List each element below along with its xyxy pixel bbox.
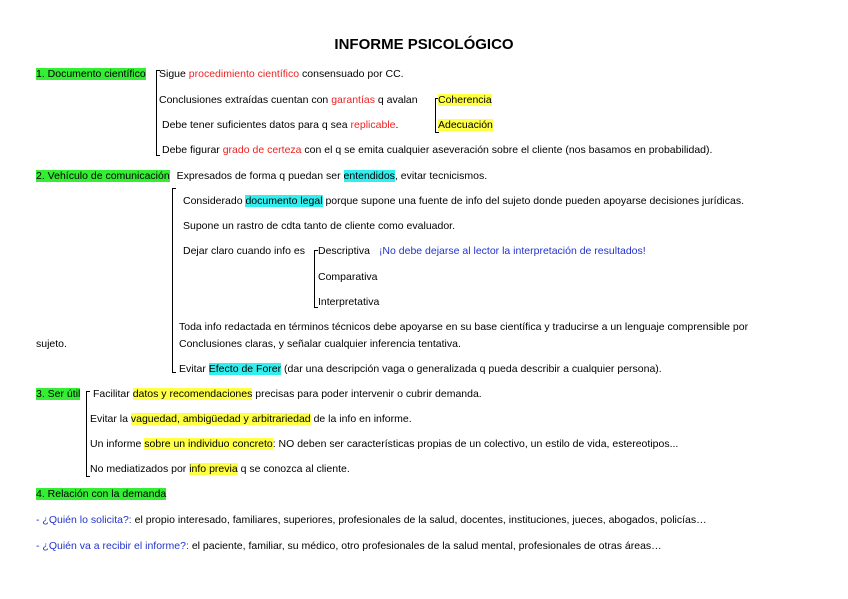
red-term-garantias: garantías [331, 94, 375, 106]
adecuacion-label: Adecuación [438, 119, 493, 131]
info-type-brace [314, 250, 315, 308]
section-3-heading: 3. Ser útil [36, 388, 81, 400]
section-4-line-1 [36, 488, 166, 501]
comparativa-line: Comparativa [318, 271, 378, 283]
section-1-text-3: Debe tener suficientes datos para q sea replicable. [162, 119, 399, 131]
red-term-replicable: replicable [350, 119, 396, 131]
cyan-term-documento-legal: documento legal [245, 195, 323, 207]
section-2-text-2: Considerado documento legal porque supone una fuente de info del sujeto donde pueden apoyarse decisiones jurídicas. [183, 195, 745, 207]
yellow-term-individuo: sobre un individuo concreto [144, 438, 273, 450]
section-4-heading: 4. Relación con la demanda [36, 488, 167, 500]
section-4-q2: - ¿Quién va a recibir el informe?: el paciente, familiar, su médico, otro profesionales de la salud mental, profesionales de otras áreas… [36, 540, 662, 552]
section-4-q1: - ¿Quién lo solicita?: el propio interesado, familiares, superiores, profesionales de la salud, docentes, instituciones, jueces, abogados, policías… [36, 514, 707, 526]
coherencia-label: Coherencia [438, 94, 492, 106]
red-term-procedimiento: procedimiento científico [188, 68, 300, 80]
section-1-text-1: Sigue procedimiento científico consensuado por CC. [159, 68, 404, 80]
section-2-line-1: 2. Vehículo de comunicación Expresados de forma q puedan ser entendidos, evitar tecnicismos. [36, 170, 488, 182]
section-2-text-5: Toda info redactada en términos técnicos debe apoyarse en su base científica y traducirse a un lenguaje comprensible por [179, 321, 749, 333]
coherencia-brace [435, 98, 436, 133]
page-title: INFORME PSICOLÓGICO [334, 36, 514, 53]
section-1-text-4: Debe figurar grado de certeza con el q se emita cualquier aseveración sobre el cliente (nos basamos en probabilidad). [162, 144, 713, 156]
section-1-text-2: Conclusiones extraídas cuentan con garantías q avalan [159, 94, 418, 106]
section-2-text-4: Dejar claro cuando info es [183, 245, 305, 257]
section-1-brace [156, 70, 157, 156]
section-3-text-1: Facilitar datos y recomendaciones precisas para poder intervenir o cubrir demanda. [93, 388, 482, 400]
cyan-term-forer: Efecto de Forer [208, 363, 282, 375]
blue-note: ¡No debe dejarse al lector la interpretación de resultados! [378, 245, 646, 257]
descriptiva-line: Descriptiva ¡No debe dejarse al lector la interpretación de resultados! [318, 245, 646, 257]
section-2-text-7: Evitar Efecto de Forer (dar una descripción vaga o generalizada q pueda describir a cualquier persona). [179, 363, 662, 375]
yellow-term-vaguedad: vaguedad, ambigüedad y arbitrariedad [130, 413, 311, 425]
yellow-term-datos: datos y recomendaciones [132, 388, 253, 400]
yellow-term-info-previa: info previa [189, 463, 238, 475]
section-2-brace [172, 188, 173, 373]
interpretativa-line: Interpretativa [318, 296, 380, 308]
section-1-heading: 1. Documento científico [36, 68, 146, 80]
section-2-text-6: Conclusiones claras, y señalar cualquier inferencia tentativa. [179, 338, 461, 350]
section-3-text-2: Evitar la vaguedad, ambigüedad y arbitrariedad de la info en informe. [90, 413, 412, 425]
section-2-text-3: Supone un rastro de cdta tanto de cliente como evaluador. [183, 220, 456, 232]
section-3-line-1 [36, 388, 80, 401]
section-2-heading: 2. Vehículo de comunicación [36, 170, 170, 182]
section-3-text-3: Un informe sobre un individuo concreto: NO deben ser características propias de un colectivo, un estilo de vida, estereotipos... [90, 438, 679, 450]
section-2-text-6-left: sujeto. [36, 338, 67, 350]
section-3-brace [86, 391, 87, 477]
red-term-certeza: grado de certeza [222, 144, 302, 156]
section-3-text-4: No mediatizados por info previa q se conozca al cliente. [90, 463, 350, 475]
section-1-line-1 [36, 68, 146, 81]
cyan-term-entendidos: entendidos [343, 170, 395, 182]
